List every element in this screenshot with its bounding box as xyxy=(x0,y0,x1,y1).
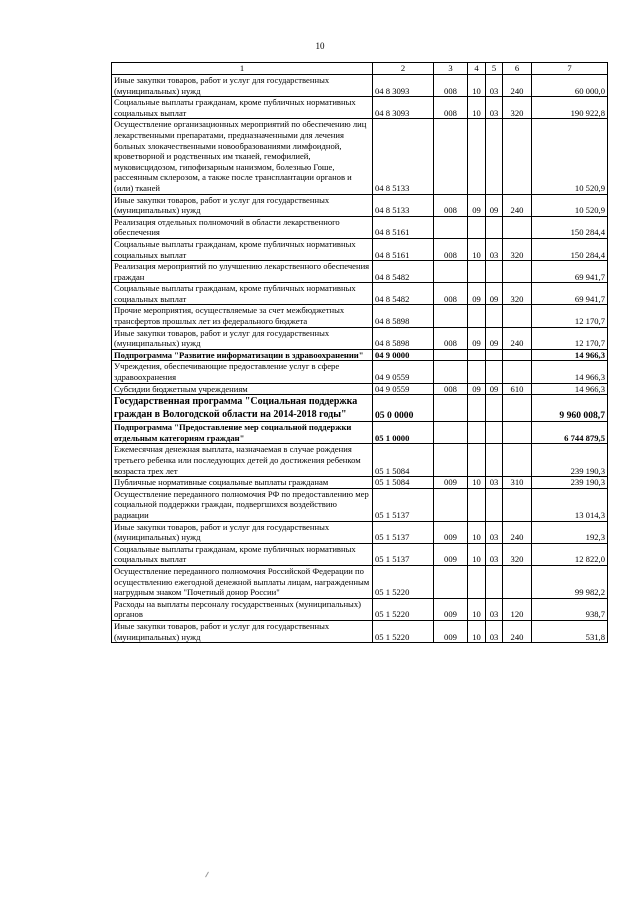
cell-subsection xyxy=(486,261,503,283)
cell-target-article: 04 9 0559 xyxy=(373,383,434,395)
cell-name: Социальные выплаты гражданам, кроме публичных нормативных социальных выплат xyxy=(112,543,373,565)
cell-amount: 69 941,7 xyxy=(532,261,608,283)
cell-name: Осуществление организационных мероприятий по обеспечению лиц лекарственными препаратами, предназначенными для лечения больных злокачественными новообразованиями лимфоидной, кроветворной и родственных им тканей, гемофилией, муковисцидозом, гипофизарным нанизмом, болезнью Гоше, рассеянным склерозом, а также после трансплантации органов и (или) тканей xyxy=(112,119,373,194)
cell-amount: 10 520,9 xyxy=(532,119,608,194)
cell-target-article: 05 1 5220 xyxy=(373,598,434,620)
cell-expense-type: 240 xyxy=(503,75,532,97)
cell-subsection xyxy=(486,349,503,361)
cell-amount: 14 966,3 xyxy=(532,349,608,361)
cell-amount: 150 284,4 xyxy=(532,238,608,260)
cell-subsection: 03 xyxy=(486,477,503,489)
cell-amount: 13 014,3 xyxy=(532,488,608,521)
cell-expense-type xyxy=(503,261,532,283)
cell-subsection xyxy=(486,361,503,383)
cell-target-article: 05 0 0000 xyxy=(373,395,434,422)
cell-section xyxy=(468,119,486,194)
cell-subsection xyxy=(486,216,503,238)
table-row xyxy=(112,194,608,216)
cell-expense-type xyxy=(503,216,532,238)
cell-expense-type: 240 xyxy=(503,194,532,216)
cell-target-article: 05 1 5137 xyxy=(373,543,434,565)
budget-table xyxy=(111,62,608,643)
cell-name: Иные закупки товаров, работ и услуг для государственных (муниципальных) нужд xyxy=(112,194,373,216)
cell-expense-type: 120 xyxy=(503,598,532,620)
cell-admin-code: 009 xyxy=(434,620,468,642)
cell-target-article: 04 8 5133 xyxy=(373,194,434,216)
cell-expense-type xyxy=(503,444,532,477)
cell-subsection: 09 xyxy=(486,327,503,349)
cell-subsection xyxy=(486,305,503,327)
cell-name: Осуществление переданного полномочия Российской Федерации по осуществлению ежегодной денежной выплаты лицам, награжденным нагрудным знаком "Почетный донор России" xyxy=(112,565,373,598)
table-row xyxy=(112,488,608,521)
cell-admin-code xyxy=(434,349,468,361)
cell-target-article: 05 1 5137 xyxy=(373,521,434,543)
table-row xyxy=(112,261,608,283)
cell-target-article: 04 8 5482 xyxy=(373,261,434,283)
cell-expense-type: 310 xyxy=(503,477,532,489)
cell-name: Реализация отдельных полномочий в области лекарственного обеспечения xyxy=(112,216,373,238)
cell-section xyxy=(468,261,486,283)
cell-admin-code xyxy=(434,305,468,327)
cell-name: Ежемесячная денежная выплата, назначаемая в случае рождения третьего ребенка или последующих детей до достижения ребенком возраста трех лет xyxy=(112,444,373,477)
header-col-2: 2 xyxy=(373,63,434,75)
cell-expense-type: 240 xyxy=(503,327,532,349)
cell-section: 10 xyxy=(468,97,486,119)
scan-mark xyxy=(205,872,209,878)
page-number: 10 xyxy=(315,41,325,51)
cell-target-article: 05 1 5084 xyxy=(373,477,434,489)
cell-admin-code xyxy=(434,395,468,422)
table-row xyxy=(112,349,608,361)
cell-subsection: 03 xyxy=(486,97,503,119)
cell-admin-code xyxy=(434,488,468,521)
table-row xyxy=(112,395,608,422)
cell-section xyxy=(468,349,486,361)
header-col-7: 7 xyxy=(532,63,608,75)
cell-name: Подпрограмма "Развитие информатизации в здравоохранении" xyxy=(112,349,373,361)
cell-section xyxy=(468,361,486,383)
cell-target-article: 04 8 3093 xyxy=(373,75,434,97)
cell-target-article: 04 8 5898 xyxy=(373,327,434,349)
table-row xyxy=(112,75,608,97)
cell-amount: 192,3 xyxy=(532,521,608,543)
cell-section xyxy=(468,444,486,477)
cell-expense-type xyxy=(503,395,532,422)
cell-expense-type xyxy=(503,422,532,444)
cell-amount: 69 941,7 xyxy=(532,283,608,305)
cell-subsection xyxy=(486,119,503,194)
cell-section xyxy=(468,216,486,238)
cell-expense-type: 320 xyxy=(503,97,532,119)
cell-name: Прочие мероприятия, осуществляемые за счет межбюджетных трансфертов прошлых лет из федерального бюджета xyxy=(112,305,373,327)
cell-subsection: 09 xyxy=(486,194,503,216)
cell-amount: 150 284,4 xyxy=(532,216,608,238)
cell-name: Осуществление переданного полномочия РФ по предоставлению мер социальной поддержки граждан, подвергшихся воздействию радиации xyxy=(112,488,373,521)
cell-admin-code: 008 xyxy=(434,97,468,119)
cell-admin-code xyxy=(434,565,468,598)
cell-section xyxy=(468,488,486,521)
cell-name: Социальные выплаты гражданам, кроме публичных нормативных социальных выплат xyxy=(112,238,373,260)
cell-name: Иные закупки товаров, работ и услуг для государственных (муниципальных) нужд xyxy=(112,75,373,97)
cell-subsection: 09 xyxy=(486,383,503,395)
table-row xyxy=(112,444,608,477)
cell-target-article: 04 9 0559 xyxy=(373,361,434,383)
cell-amount: 12 822,0 xyxy=(532,543,608,565)
cell-section: 09 xyxy=(468,327,486,349)
cell-target-article: 04 8 3093 xyxy=(373,97,434,119)
cell-amount: 14 966,3 xyxy=(532,383,608,395)
cell-subsection xyxy=(486,444,503,477)
cell-amount: 190 922,8 xyxy=(532,97,608,119)
cell-section: 10 xyxy=(468,521,486,543)
cell-section: 10 xyxy=(468,620,486,642)
table-row xyxy=(112,620,608,642)
cell-subsection xyxy=(486,565,503,598)
cell-admin-code xyxy=(434,261,468,283)
cell-section xyxy=(468,305,486,327)
cell-target-article: 04 9 0000 xyxy=(373,349,434,361)
cell-admin-code xyxy=(434,216,468,238)
cell-section: 09 xyxy=(468,194,486,216)
cell-subsection: 03 xyxy=(486,620,503,642)
header-col-3: 3 xyxy=(434,63,468,75)
cell-target-article: 05 1 0000 xyxy=(373,422,434,444)
cell-section xyxy=(468,565,486,598)
table-row xyxy=(112,598,608,620)
table-row xyxy=(112,565,608,598)
table-row xyxy=(112,283,608,305)
table-row xyxy=(112,238,608,260)
table-row xyxy=(112,521,608,543)
cell-name: Подпрограмма "Предоставление мер социальной поддержки отдельным категориям граждан" xyxy=(112,422,373,444)
cell-subsection: 09 xyxy=(486,283,503,305)
cell-admin-code: 008 xyxy=(434,194,468,216)
cell-amount: 239 190,3 xyxy=(532,444,608,477)
cell-expense-type xyxy=(503,119,532,194)
cell-section: 10 xyxy=(468,477,486,489)
cell-amount: 938,7 xyxy=(532,598,608,620)
cell-subsection: 03 xyxy=(486,521,503,543)
cell-expense-type xyxy=(503,361,532,383)
cell-section xyxy=(468,395,486,422)
cell-section: 10 xyxy=(468,543,486,565)
cell-admin-code xyxy=(434,444,468,477)
cell-expense-type xyxy=(503,565,532,598)
cell-target-article: 04 8 5898 xyxy=(373,305,434,327)
cell-amount: 60 000,0 xyxy=(532,75,608,97)
table-row xyxy=(112,119,608,194)
cell-subsection xyxy=(486,422,503,444)
cell-subsection xyxy=(486,488,503,521)
cell-target-article: 04 8 5482 xyxy=(373,283,434,305)
header-col-4: 4 xyxy=(468,63,486,75)
cell-amount: 12 170,7 xyxy=(532,305,608,327)
cell-name: Субсидии бюджетным учреждениям xyxy=(112,383,373,395)
cell-section: 10 xyxy=(468,598,486,620)
cell-amount: 12 170,7 xyxy=(532,327,608,349)
cell-section: 09 xyxy=(468,383,486,395)
cell-expense-type: 240 xyxy=(503,521,532,543)
cell-name: Учреждения, обеспечивающие предоставление услуг в сфере здравоохранения xyxy=(112,361,373,383)
table-row xyxy=(112,383,608,395)
table-row xyxy=(112,305,608,327)
table-body xyxy=(112,75,608,643)
cell-target-article: 04 8 5133 xyxy=(373,119,434,194)
cell-section xyxy=(468,422,486,444)
cell-expense-type: 320 xyxy=(503,543,532,565)
cell-admin-code xyxy=(434,422,468,444)
table-row xyxy=(112,422,608,444)
cell-section: 09 xyxy=(468,283,486,305)
cell-admin-code: 009 xyxy=(434,521,468,543)
header-col-1: 1 xyxy=(112,63,373,75)
cell-amount: 10 520,9 xyxy=(532,194,608,216)
cell-name: Расходы на выплаты персоналу государственных (муниципальных) органов xyxy=(112,598,373,620)
cell-expense-type: 610 xyxy=(503,383,532,395)
cell-target-article: 05 1 5220 xyxy=(373,620,434,642)
cell-target-article: 05 1 5220 xyxy=(373,565,434,598)
cell-section: 10 xyxy=(468,238,486,260)
header-col-6: 6 xyxy=(503,63,532,75)
cell-admin-code: 008 xyxy=(434,238,468,260)
cell-subsection xyxy=(486,395,503,422)
table-row xyxy=(112,216,608,238)
table-row xyxy=(112,361,608,383)
cell-admin-code: 008 xyxy=(434,327,468,349)
cell-admin-code xyxy=(434,361,468,383)
cell-target-article: 05 1 5084 xyxy=(373,444,434,477)
cell-expense-type: 320 xyxy=(503,238,532,260)
header-col-5: 5 xyxy=(486,63,503,75)
cell-expense-type: 320 xyxy=(503,283,532,305)
table-row xyxy=(112,543,608,565)
cell-subsection: 03 xyxy=(486,75,503,97)
cell-subsection: 03 xyxy=(486,598,503,620)
cell-name: Иные закупки товаров, работ и услуг для государственных (муниципальных) нужд xyxy=(112,521,373,543)
cell-target-article: 05 1 5137 xyxy=(373,488,434,521)
cell-amount: 6 744 879,5 xyxy=(532,422,608,444)
cell-admin-code: 008 xyxy=(434,283,468,305)
cell-subsection: 03 xyxy=(486,238,503,260)
cell-amount: 531,8 xyxy=(532,620,608,642)
table-header-row xyxy=(112,63,608,75)
cell-admin-code: 009 xyxy=(434,477,468,489)
cell-section: 10 xyxy=(468,75,486,97)
cell-admin-code: 008 xyxy=(434,75,468,97)
cell-amount: 99 982,2 xyxy=(532,565,608,598)
cell-name: Реализация мероприятий по улучшению лекарственного обеспечения граждан xyxy=(112,261,373,283)
cell-expense-type xyxy=(503,488,532,521)
cell-expense-type xyxy=(503,349,532,361)
cell-name: Иные закупки товаров, работ и услуг для государственных (муниципальных) нужд xyxy=(112,620,373,642)
table-row xyxy=(112,327,608,349)
table-row xyxy=(112,97,608,119)
cell-amount: 14 966,3 xyxy=(532,361,608,383)
cell-admin-code xyxy=(434,119,468,194)
cell-admin-code: 008 xyxy=(434,383,468,395)
cell-name: Государственная программа "Социальная поддержка граждан в Вологодской области на 2014-2018 годы" xyxy=(112,395,373,422)
cell-amount: 239 190,3 xyxy=(532,477,608,489)
cell-admin-code: 009 xyxy=(434,598,468,620)
cell-target-article: 04 8 5161 xyxy=(373,216,434,238)
cell-target-article: 04 8 5161 xyxy=(373,238,434,260)
cell-admin-code: 009 xyxy=(434,543,468,565)
cell-subsection: 03 xyxy=(486,543,503,565)
cell-name: Публичные нормативные социальные выплаты гражданам xyxy=(112,477,373,489)
cell-expense-type: 240 xyxy=(503,620,532,642)
cell-name: Социальные выплаты гражданам, кроме публичных нормативных социальных выплат xyxy=(112,97,373,119)
cell-expense-type xyxy=(503,305,532,327)
cell-name: Иные закупки товаров, работ и услуг для государственных (муниципальных) нужд xyxy=(112,327,373,349)
table-row xyxy=(112,477,608,489)
cell-amount: 9 960 008,7 xyxy=(532,395,608,422)
cell-name: Социальные выплаты гражданам, кроме публичных нормативных социальных выплат xyxy=(112,283,373,305)
